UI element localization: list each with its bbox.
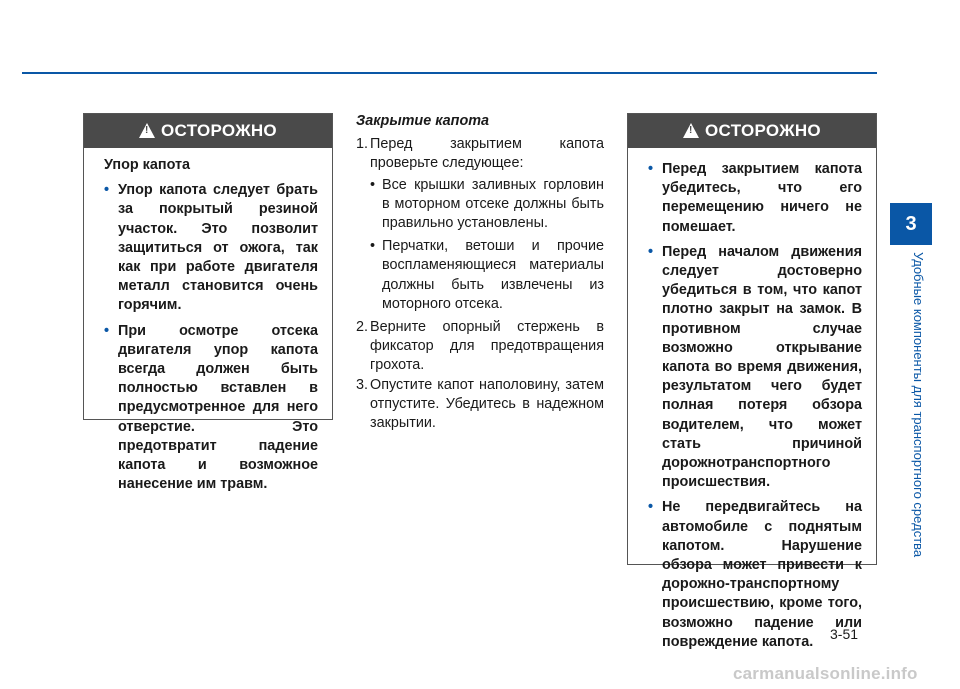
warning-bullet: • Перед началом движения следует достоверно убедиться в том, что капот плотно закрыт на замок. В противном случае возможно открывание капота во время движения, результатом чего будет полная потеря обзора водителем, что может стать причиной дорожнотранспортного происшествия. — [648, 243, 862, 491]
step-item: 3. Опустите капот наполовину, затем отпустите. Убедитесь в надежном закрытии. — [356, 376, 604, 432]
warning-bullet: • При осмотре отсека двигателя упор капота всегда должен быть полностью вставлен в предусмотренное для него отверстие. Это предотвратит падение капота и возможное нанесение им травм. — [104, 322, 318, 493]
page-number: 3-51 — [830, 626, 859, 642]
chapter-number-tab: 3 — [890, 203, 932, 245]
sub-item: • Все крышки заливных горловин в моторном отсеке должны быть правильно установлены. — [370, 176, 604, 232]
top-divider — [22, 72, 877, 74]
warning-triangle-icon — [139, 123, 155, 138]
hood-closing-section — [356, 112, 604, 433]
warning-subtitle: Упор капота — [104, 157, 191, 173]
warning-bullet: • Перед закрытием капота убедитесь, что его перемещению ничего не помешает. — [648, 161, 862, 235]
bullet-icon: • — [104, 182, 110, 199]
section-title: Закрытие капота — [356, 113, 490, 129]
bullet-icon: • — [648, 161, 654, 177]
warning-heading: ОСТОРОЖНО — [705, 121, 821, 140]
warning-bullet: • Не передвигайтесь на автомобиле с поднятым капотом. Нарушение обзора может привести к дорожно-транспортному происшествию, кроме того, возможно падение или повреждение капота. — [648, 499, 862, 650]
step-item: 1. Перед закрытием капота проверьте следующее: • Все крышки заливных горловин в моторном отсеке должны быть правильно установлены. • Перчатки, ветоши и прочие воспламеняющиеся материалы должны быть извлечены из моторного отсека. — [356, 135, 604, 314]
bullet-icon: • — [648, 243, 654, 260]
watermark: carmanualsonline.info — [733, 664, 918, 683]
warning-header — [84, 114, 332, 148]
warning-box-hood-support — [83, 113, 333, 493]
warning-heading: ОСТОРОЖНО — [161, 121, 277, 140]
step-item: 2. Верните опорный стержень в фиксатор для предотвращения грохота. — [356, 319, 604, 374]
warning-triangle-icon — [683, 123, 699, 138]
sub-item: • Перчатки, ветоши и прочие воспламеняющиеся материалы должны быть извлечены из моторного отсека. — [370, 238, 604, 312]
warning-bullet: • Упор капота следует брать за покрытый резиной участок. Это позволит защититься от ожога, так как при работе двигателя металл становится очень горячим. — [104, 182, 318, 314]
chapter-title: Удобные компоненты для транспортного средства — [911, 252, 926, 558]
warning-header — [628, 114, 876, 148]
bullet-icon: • — [104, 322, 110, 339]
bullet-icon: • — [648, 499, 654, 516]
